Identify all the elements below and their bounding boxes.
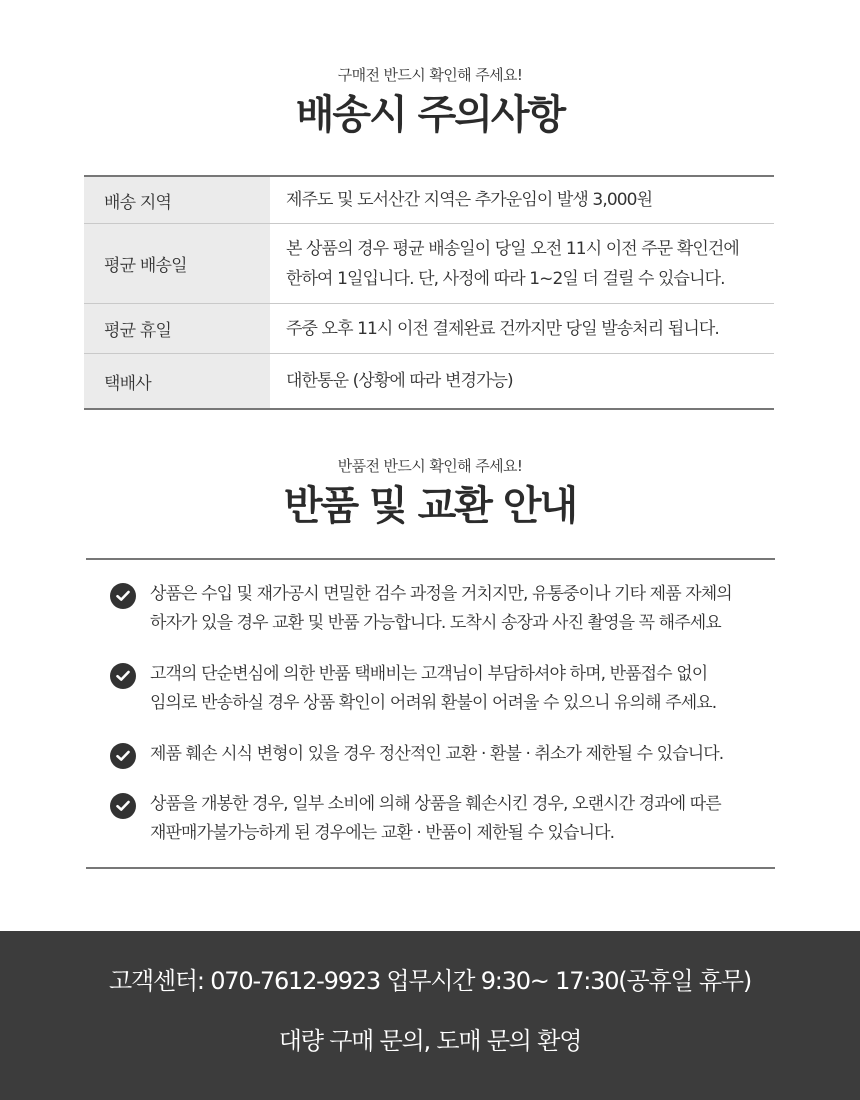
row-value-line: 제주도 및 도서산간 지역은 추가운임이 발생 3,000원	[286, 190, 653, 210]
check-circle-icon	[110, 663, 136, 689]
note-line: 고객의 단순변심에 의한 반품 택배비는 고객님이 부담하셔야 하며, 반품접수 없이	[150, 664, 708, 684]
shipping-subtitle: 구매전 반드시 확인해 주세요!	[337, 66, 523, 84]
row-label-region: 배송 지역	[84, 177, 270, 223]
row-value-line: 한하여 1일입니다. 단, 사정에 따라 1~2일 더 걸릴 수 있습니다.	[286, 268, 725, 289]
returns-subtitle: 반품전 반드시 확인해 주세요!	[337, 457, 523, 475]
check-circle-icon	[110, 583, 136, 609]
note-line: 상품을 개봉한 경우, 일부 소비에 의해 상품을 훼손시킨 경우, 오랜시간 경과에 따른	[150, 794, 721, 814]
note-line: 하자가 있을 경우 교환 및 반품 가능합니다. 도착시 송장과 사진 촬영을 꼭 해주세요	[150, 613, 721, 633]
table-row	[84, 177, 774, 223]
note-text	[150, 740, 723, 769]
shipping-table	[84, 175, 774, 410]
shipping-header	[0, 64, 860, 137]
note-line: 제품 훼손 시식 변형이 있을 경우 정산적인 교환 · 환불 · 취소가 제한될 수 있습니다.	[150, 744, 724, 764]
row-value-courier	[270, 354, 774, 408]
list-item	[110, 660, 760, 718]
note-text	[150, 790, 721, 848]
shipping-title: 배송시 주의사항	[295, 92, 565, 138]
row-value-holiday	[270, 304, 774, 353]
customer-center-info: 고객센터: 070-7612-9923 업무시간 9:30~ 17:30(공휴일 휴무)	[108, 967, 751, 995]
row-value-line: 대한통운 (상황에 따라 변경가능)	[286, 371, 513, 391]
table-row	[84, 223, 774, 303]
check-circle-icon	[110, 793, 136, 819]
note-line: 재판매가불가능하게 된 경우에는 교환 · 반품이 제한될 수 있습니다.	[150, 823, 615, 843]
note-line: 상품은 수입 및 재가공시 면밀한 검수 과정을 거치지만, 유통중이나 기타 제품 자체의	[150, 584, 732, 604]
row-value-delivery-days	[270, 224, 774, 303]
row-value-line: 주중 오후 11시 이전 결제완료 건까지만 당일 발송처리 됩니다.	[286, 318, 719, 339]
table-row	[84, 353, 774, 408]
table-row	[84, 303, 774, 353]
returns-title: 반품 및 교환 안내	[283, 483, 577, 529]
list-item	[110, 740, 760, 769]
list-item	[110, 790, 760, 848]
list-item	[110, 580, 760, 638]
footer	[0, 931, 860, 1100]
returns-notes	[86, 558, 775, 869]
row-value-region	[270, 177, 774, 223]
returns-header	[0, 455, 860, 528]
row-label-holiday: 평균 휴일	[84, 304, 270, 353]
note-text	[150, 660, 716, 718]
row-label-delivery-days: 평균 배송일	[84, 224, 270, 303]
row-label-courier: 택배사	[84, 354, 270, 408]
note-text	[150, 580, 732, 638]
row-value-line: 본 상품의 경우 평균 배송일이 당일 오전 11시 이전 주문 확인건에	[286, 238, 739, 259]
bulk-order-notice: 대량 구매 문의, 도매 문의 환영	[278, 1027, 582, 1055]
check-circle-icon	[110, 743, 136, 769]
note-line: 임의로 반송하실 경우 상품 확인이 어려워 환불이 어려울 수 있으니 유의해 주세요.	[150, 693, 717, 713]
